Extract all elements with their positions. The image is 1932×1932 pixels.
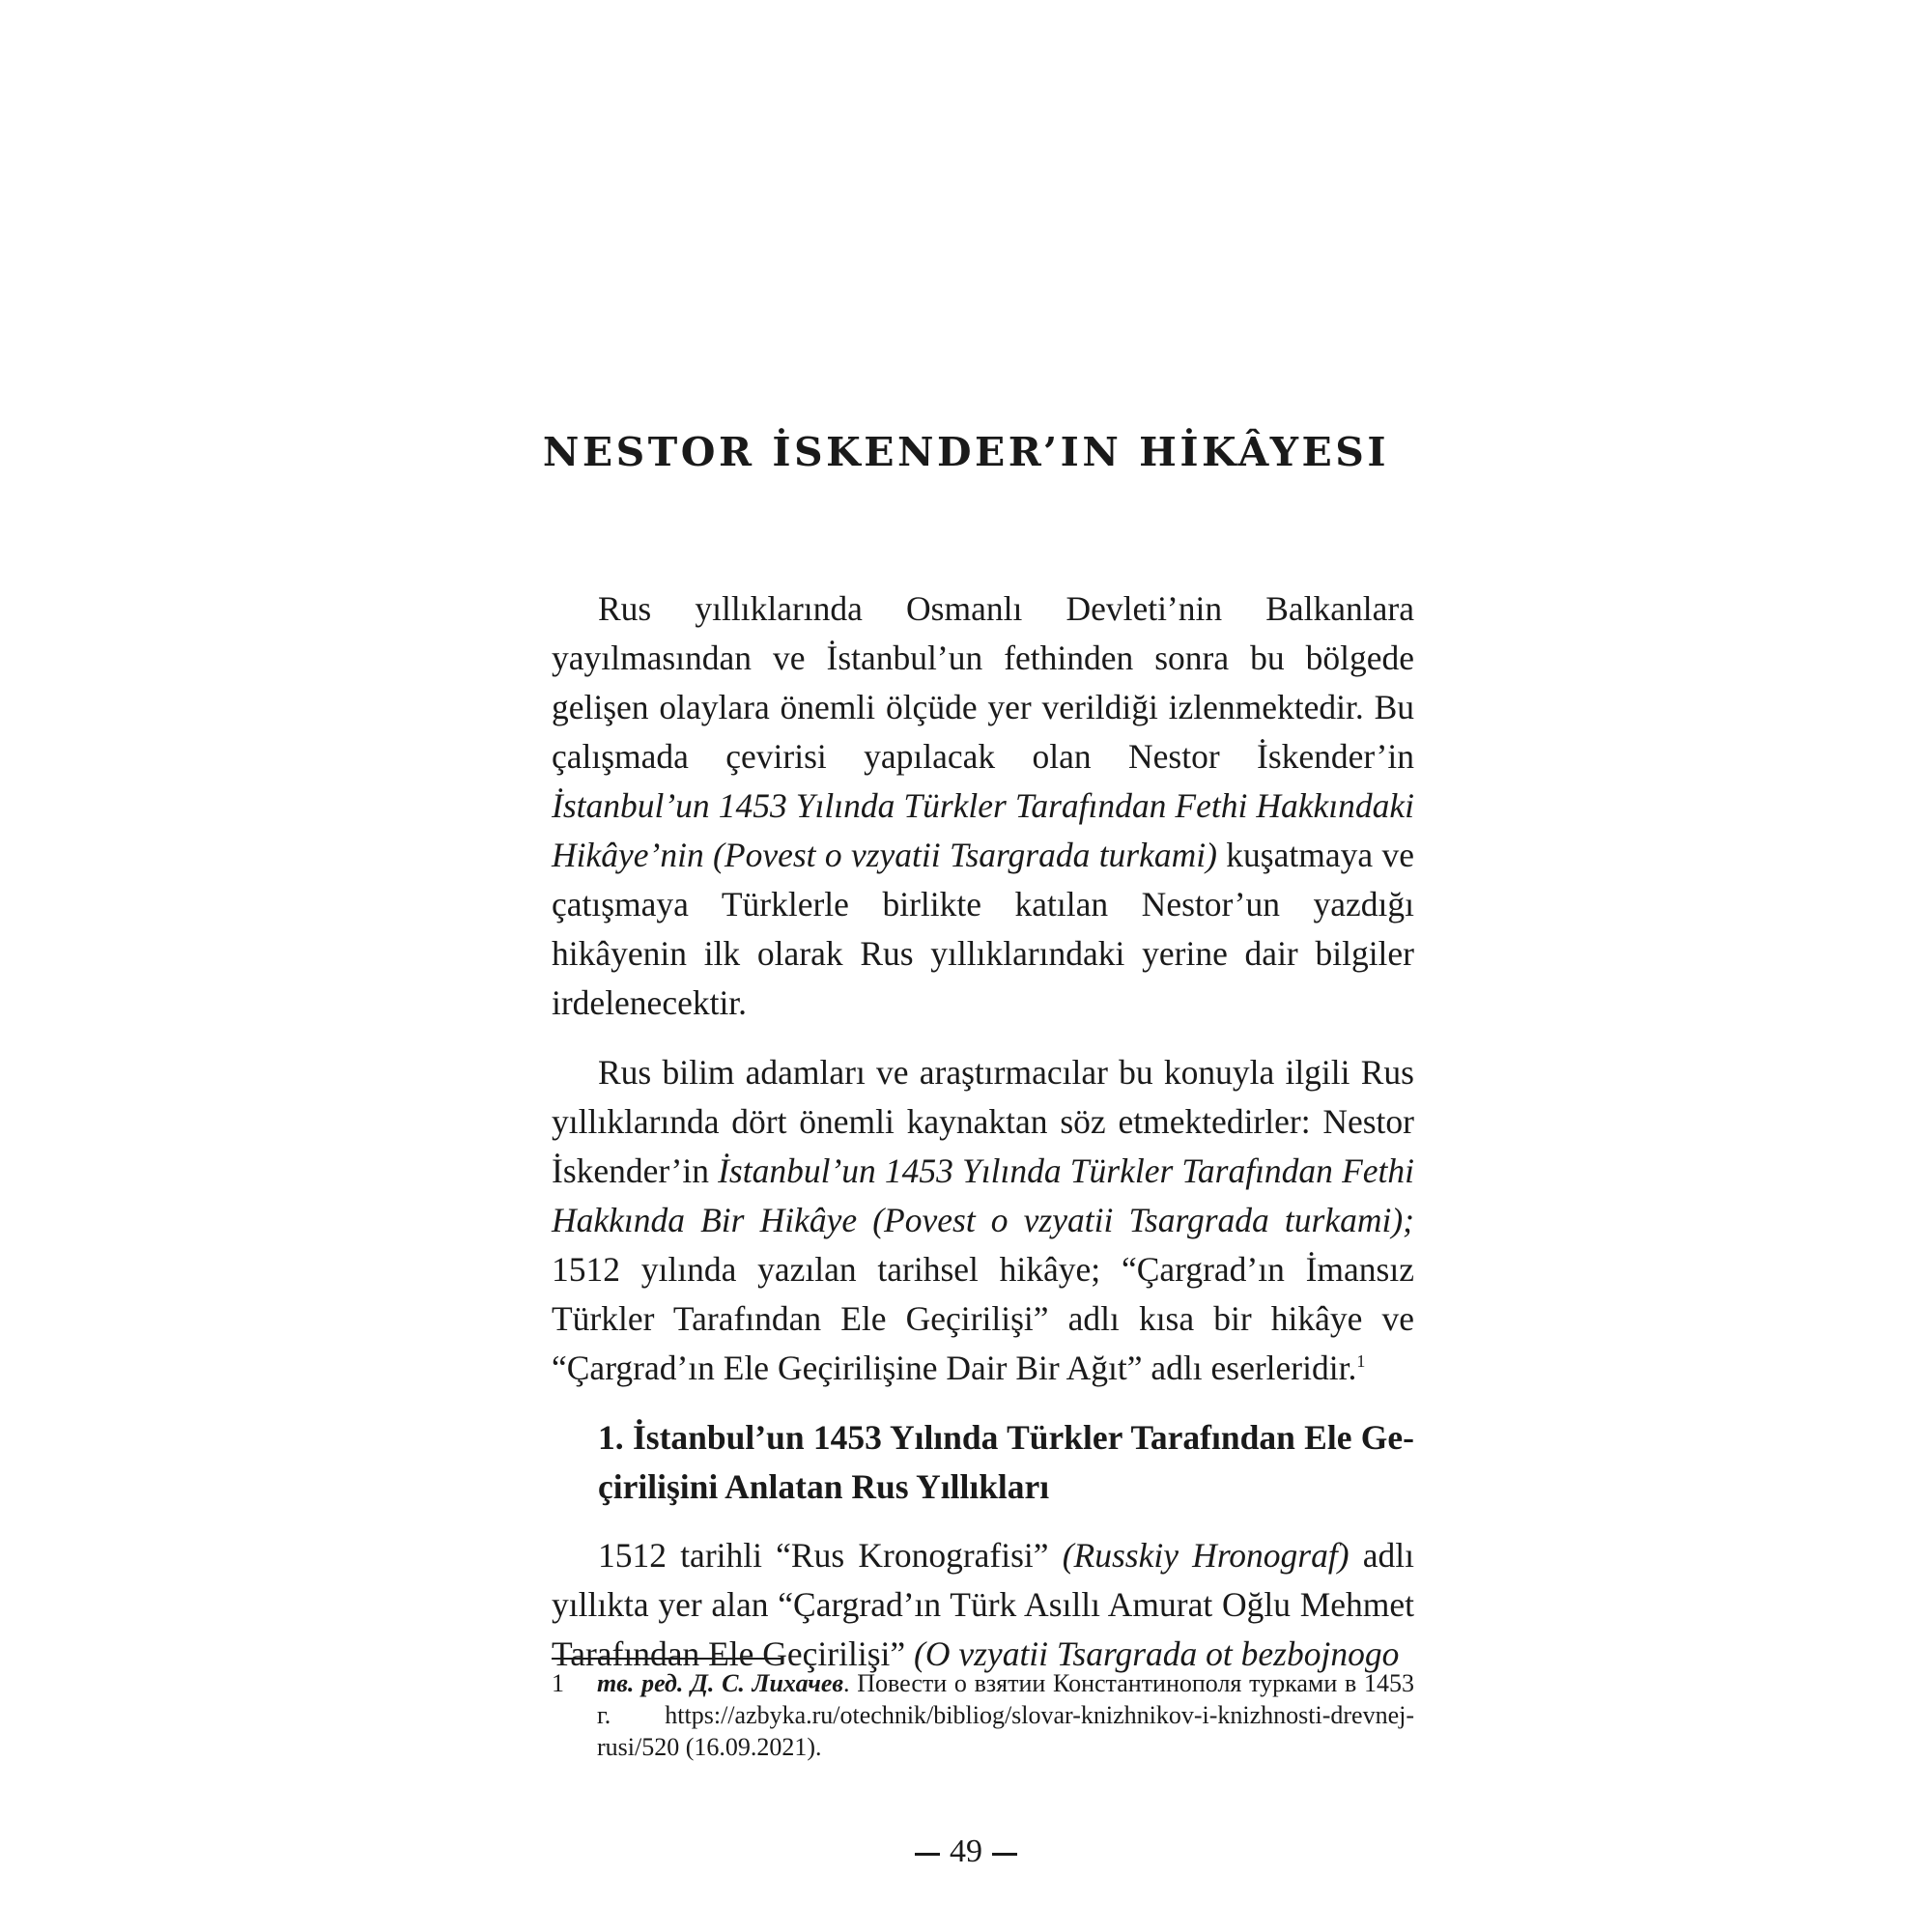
paragraph-3-text-b: adlı yıllıkta yer alan “Çargrad’ın Türk Asıllı Amurat Oğlu Mehmet Tarafından Ele Geçirilişi” [552, 1536, 1414, 1673]
footnote-divider [552, 1658, 781, 1660]
footnote-number: 1 [552, 1669, 564, 1697]
footnote [552, 1667, 1414, 1763]
chapter-title: NESTOR İSKENDER’IN HİKÂYESI [542, 429, 1390, 475]
footnote-body [597, 1667, 1414, 1763]
body-text [552, 584, 1414, 1679]
paragraph-1-italic-title: İstanbul’un 1453 Yılında Türkler Tarafından Fethi Hakkındaki Hikâye’nin (Povest o vzyatii Tsargrada turkami) [552, 786, 1414, 874]
paragraph-2 [552, 1048, 1414, 1393]
section-heading: 1. İstanbul’un 1453 Yılında Türkler Tarafından Ele Geçirilişini Anlatan Rus Yıllıkları [598, 1418, 1414, 1506]
paragraph-1 [552, 584, 1414, 1028]
paragraph-2-text-a: Rus bilim adamları ve araştırmacılar bu konuyla ilgili Rus yıllıklarında dört önemli kaynaktan söz etmektedirler: Nestor İskender’in [552, 1053, 1414, 1190]
footnote-text: . Повести о взятии Константинополя турками в 1453 г. https://azbyka.ru/otechnik/bibliog/slovar-knizhnikov-i-knizhnosti-drevnej-rusi/520 (16.09.2021). [597, 1669, 1414, 1761]
page-number-value: 49 [950, 1833, 982, 1869]
footnote-author: тв. ред. Д. С. Лихачев [597, 1669, 844, 1697]
page-number-dash-right [992, 1853, 1017, 1856]
page-number [0, 1833, 1932, 1870]
paragraph-1-text-a: Rus yıllıklarında Osmanlı Devleti’nin Balkanlara yayılmasından ve İstanbul’un fethinden sonra bu bölgede gelişen olaylara önemli ölçüde yer verildiği izlenmektedir. Bu çalışmada çevirisi yapılacak olan Nestor İskender’in [552, 589, 1414, 776]
paragraph-2-text-b: 1512 yılında yazılan tarihsel hikâye; “Çargrad’ın İmansız Türkler Tarafından Ele Geçirilişi” adlı kısa bir hikâye ve “Çargrad’ın Ele Geçirilişine Dair Bir Ağıt” adlı eserleridir. [552, 1250, 1414, 1387]
paragraph-2-italic-title: İstanbul’un 1453 Yılında Türkler Tarafından Fethi Hakkında Bir Hikâye (Povest o vzyatii Tsargrada turkami); [552, 1151, 1414, 1239]
paragraph-1-text-b: kuşatmaya ve çatışmaya Türklerle birlikte katılan Nestor’un yazdığı hikâyenin ilk olarak Rus yıllıklarındaki yerine dair bilgiler irdelenecektir. [552, 836, 1414, 1022]
paragraph-3-text-a: 1512 tarihli “Rus Kronografisi” [598, 1536, 1063, 1575]
page-number-dash-left [915, 1853, 940, 1856]
paragraph-3-italic-b: (O vzyatii Tsargrada ot bezbojnogo [914, 1634, 1400, 1673]
paragraph-3-italic-a: (Russkiy Hronograf) [1062, 1536, 1350, 1575]
footnote-reference[interactable]: 1 [1356, 1351, 1366, 1372]
